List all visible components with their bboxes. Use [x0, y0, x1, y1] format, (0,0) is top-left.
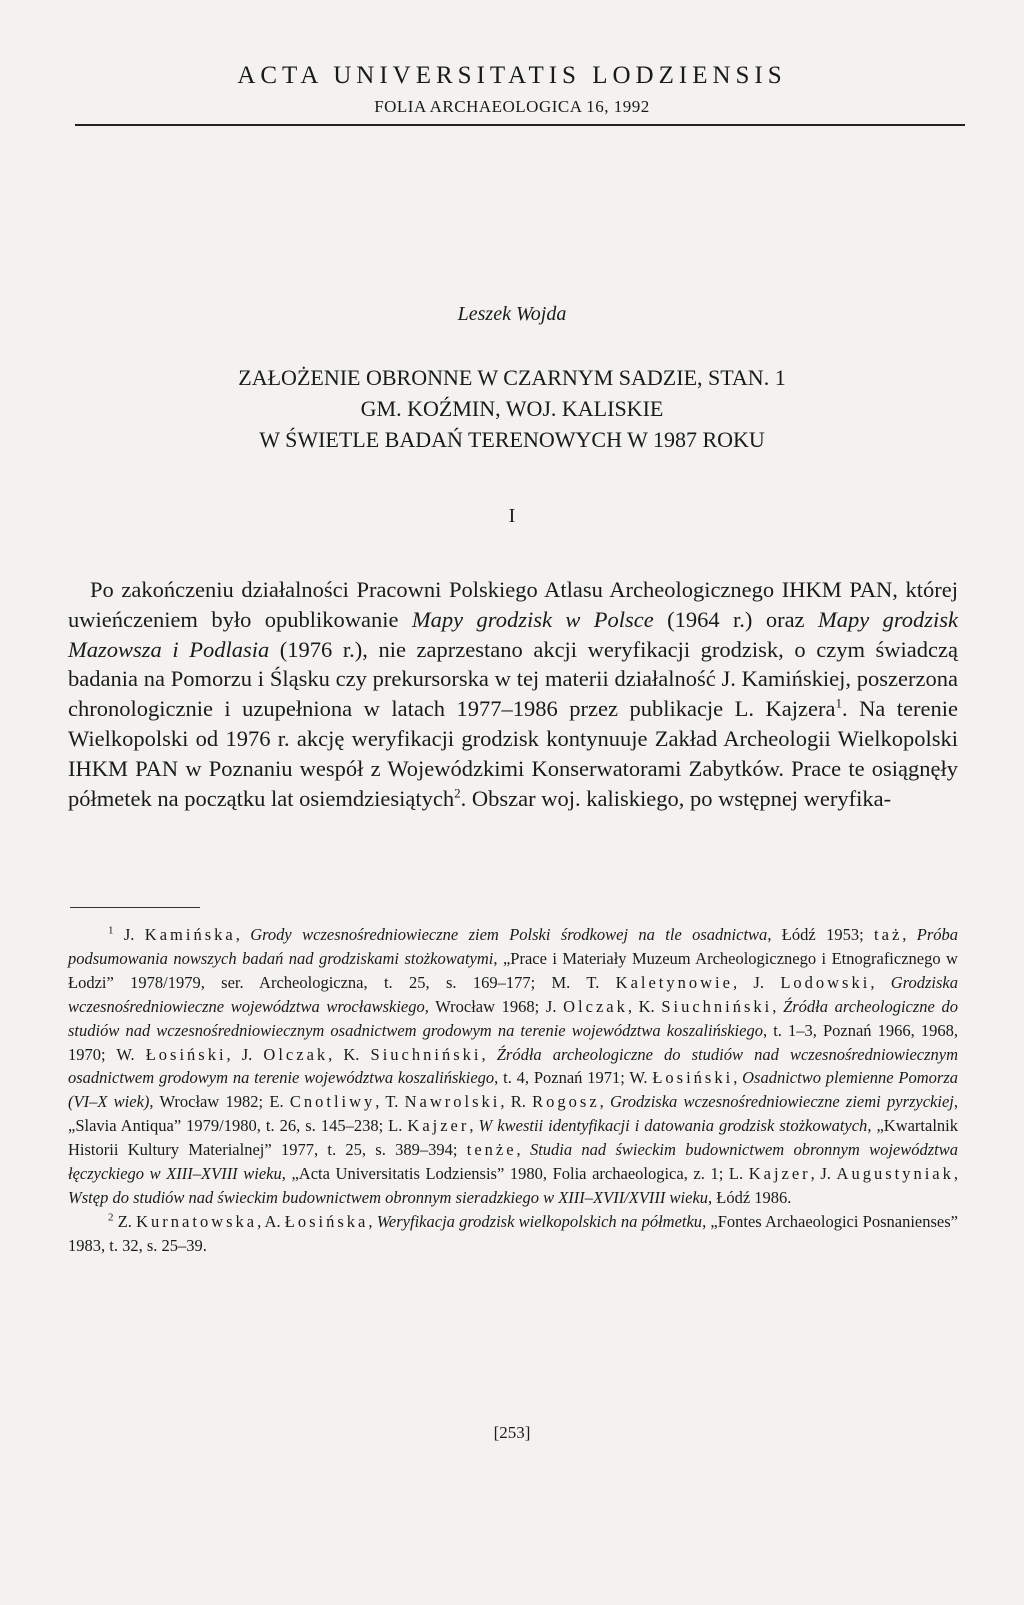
fn-text: Z.: [117, 1211, 137, 1231]
fn-author: Augustyniak: [836, 1164, 954, 1184]
fn-work-title: Grodziska wczesnośredniowieczne ziemi pyrzyckiej: [610, 1092, 954, 1112]
footnotes: [68, 923, 958, 1258]
fn-author: Siuchniński: [661, 996, 773, 1016]
fn-author: tenże: [466, 1140, 517, 1160]
fn-text: , „Prace i Materiały Muzeum Archeologicznego i Etnograficznego w Łodzi” 1978/1979, ser. Archeologiczna, t. 25, s. 169–177; M. T.: [68, 948, 958, 992]
fn-text: , T.: [375, 1092, 405, 1112]
footnote-1: [68, 923, 958, 1210]
body-italic-run: Mapy grodzisk w Polsce: [411, 606, 654, 632]
fn-text: , K.: [328, 1044, 371, 1064]
body-text-run: (1964 r.) oraz: [653, 606, 818, 632]
footnote-number: 1: [108, 924, 114, 937]
fn-work-title: Studia nad świeckim budownictwem obronnym województwa łęczyckiego w XIII–XVIII wieku: [68, 1140, 959, 1184]
footnote-ref-1[interactable]: 1: [835, 695, 842, 711]
footnote-ref-2[interactable]: 2: [454, 785, 461, 801]
fn-text: , „Acta Universitatis Lodziensis” 1980, Folia archaeologica, z. 1; L.: [281, 1164, 749, 1184]
title-line-3: W ŚWIETLE BADAŃ TERENOWYCH W 1987 ROKU: [259, 427, 765, 452]
fn-work-title: W kwestii identyfikacji i datowania grodzisk stożkowatych: [478, 1116, 868, 1136]
fn-work-title: Grody wczesnośredniowieczne ziem Polski środkowej na tle osadnictwa: [250, 925, 768, 944]
section-number: I: [508, 505, 516, 527]
journal-title: ACTA UNIVERSITATIS LODZIENSIS: [237, 62, 787, 89]
fn-text: ,: [870, 972, 891, 992]
fn-author: Lodowski: [780, 972, 871, 992]
title-line-2: GM. KOŹMIN, WOJ. KALISKIE: [360, 396, 664, 421]
fn-author: Łosińska: [284, 1211, 369, 1231]
fn-work-title: Próba podsumowania nowszych badań nad grodziskami stożkowatymi: [68, 925, 959, 968]
fn-author: taż: [874, 925, 903, 944]
fn-text: , t. 1–3, Poznań 1966, 1968, 1970; W.: [68, 1020, 958, 1064]
fn-author: Łosiński: [652, 1068, 734, 1088]
fn-text: , J.: [226, 1044, 264, 1064]
fn-text: , Wrocław 1982; E.: [149, 1092, 290, 1112]
page-number: [253]: [493, 1423, 531, 1442]
fn-text: , A.: [257, 1211, 285, 1231]
fn-text: ,: [599, 1092, 611, 1112]
body-text: [68, 575, 958, 813]
fn-text: ,: [953, 1164, 958, 1184]
fn-text: , K.: [627, 996, 662, 1016]
fn-text: , Łódź 1953;: [767, 925, 875, 944]
fn-work-title: Osadnictwo plemienne Pomorza (VI–X wiek): [68, 1068, 959, 1112]
body-text-run: Po zakończeniu działalności Pracowni Polskiego Atlasu Archeologicznego IHKM PAN, której uwieńczeniem było opublikowanie: [68, 577, 958, 632]
body-text-run: (1976 r.), nie zaprzestano akcji weryfikacji grodzisk, o czym świadczą badania na Pomorzu i Śląsku czy prekursorska w tej materii działalność J. Kamińskiej, poszerzona chronologicznie i uzupełniona w latach 1977–1986 przez publikacje L. Kajzera: [68, 636, 958, 722]
fn-text: ,: [902, 925, 917, 944]
fn-work-title: Źródła archeologiczne do studiów nad wczesnośredniowiecznym osadnictwem grodowym na terenie województwa koszalińskiego: [68, 1044, 959, 1088]
fn-text: ,: [469, 1116, 479, 1136]
fn-work-title: Źródła archeologiczne do studiów nad wczesnośredniowiecznym osadnictwem grodowym na terenie województwa koszalińskiego: [68, 996, 958, 1040]
body-text-run: . Na terenie Wielkopolski od 1976 r. akcję weryfikacji grodzisk kontynuuje Zakład Archeologii Wielkopolski IHKM PAN w Poznaniu wespół z Wojewódzkimi Konserwatorami Zabytków. Prace te osiągnęły półmetek na początku lat osiemdziesiątych: [68, 696, 958, 811]
fn-text: ,: [235, 925, 251, 944]
fn-text: , t. 4, Poznań 1971; W.: [494, 1068, 653, 1088]
fn-text: , J.: [732, 972, 781, 992]
body-text-run: . Obszar woj. kaliskiego, po wstępnej weryfika-: [460, 785, 892, 811]
fn-author: Rogosz: [532, 1092, 600, 1112]
fn-author: Łosiński: [145, 1044, 227, 1064]
fn-text: , „Kwartalnik Historii Kultury Materialnej” 1977, t. 25, s. 389–394;: [68, 1116, 959, 1160]
footnote-number: 2: [108, 1211, 114, 1224]
body-italic-run: Mapy grodzisk Mazowsza i Podlasia: [68, 606, 959, 662]
fn-text: , R.: [500, 1092, 533, 1112]
fn-author: Olczak: [563, 996, 628, 1016]
fn-text: ,: [516, 1140, 530, 1160]
fn-work-title: Weryfikacja grodzisk wielkopolskich na półmetku: [376, 1211, 703, 1231]
fn-text: , „Fontes Archaeologici Posnanienses” 1983, t. 32, s. 25–39.: [68, 1211, 958, 1255]
fn-author: Kaletynowie: [615, 972, 733, 992]
fn-author: Nawrolski: [404, 1092, 501, 1112]
fn-text: ,: [368, 1211, 377, 1231]
fn-text: ,: [481, 1044, 497, 1064]
article-author: Leszek Wojda: [457, 303, 567, 325]
fn-author: Kajzer: [748, 1164, 811, 1184]
fn-author: Kajzer: [407, 1116, 470, 1136]
journal-series: FOLIA ARCHAEOLOGICA 16, 1992: [374, 97, 650, 116]
article-title: [60, 362, 964, 455]
footnote-2: [68, 1210, 958, 1258]
fn-work-title: Grodziska wczesnośredniowieczne województwa wrocławskiego: [68, 972, 959, 1016]
fn-work-title: Wstęp do studiów nad świeckim budownictwem obronnym sieradzkiego w XIII–XVII/XVIII wieku: [68, 1187, 709, 1207]
footnote-rule: [70, 907, 200, 908]
fn-text: , Łódź 1986.: [708, 1187, 792, 1207]
fn-text: J.: [123, 925, 145, 944]
fn-author: Siuchniński: [370, 1044, 482, 1064]
fn-text: , Wrocław 1968; J.: [424, 996, 564, 1016]
body-paragraph: [68, 575, 958, 813]
fn-author: Kurnatowska: [136, 1211, 258, 1231]
fn-author: Kamińska: [144, 925, 236, 944]
fn-author: Olczak: [263, 1044, 329, 1064]
header-rule: [75, 124, 965, 126]
fn-text: ,: [733, 1068, 743, 1088]
fn-text: , „Slavia Antiqua” 1979/1980, t. 26, s. 145–238; L.: [68, 1092, 958, 1136]
fn-text: , J.: [810, 1164, 837, 1184]
title-line-1: ZAŁOŻENIE OBRONNE W CZARNYM SADZIE, STAN. 1: [238, 365, 786, 390]
fn-author: Cnotliwy: [289, 1092, 376, 1112]
fn-text: ,: [772, 996, 784, 1016]
